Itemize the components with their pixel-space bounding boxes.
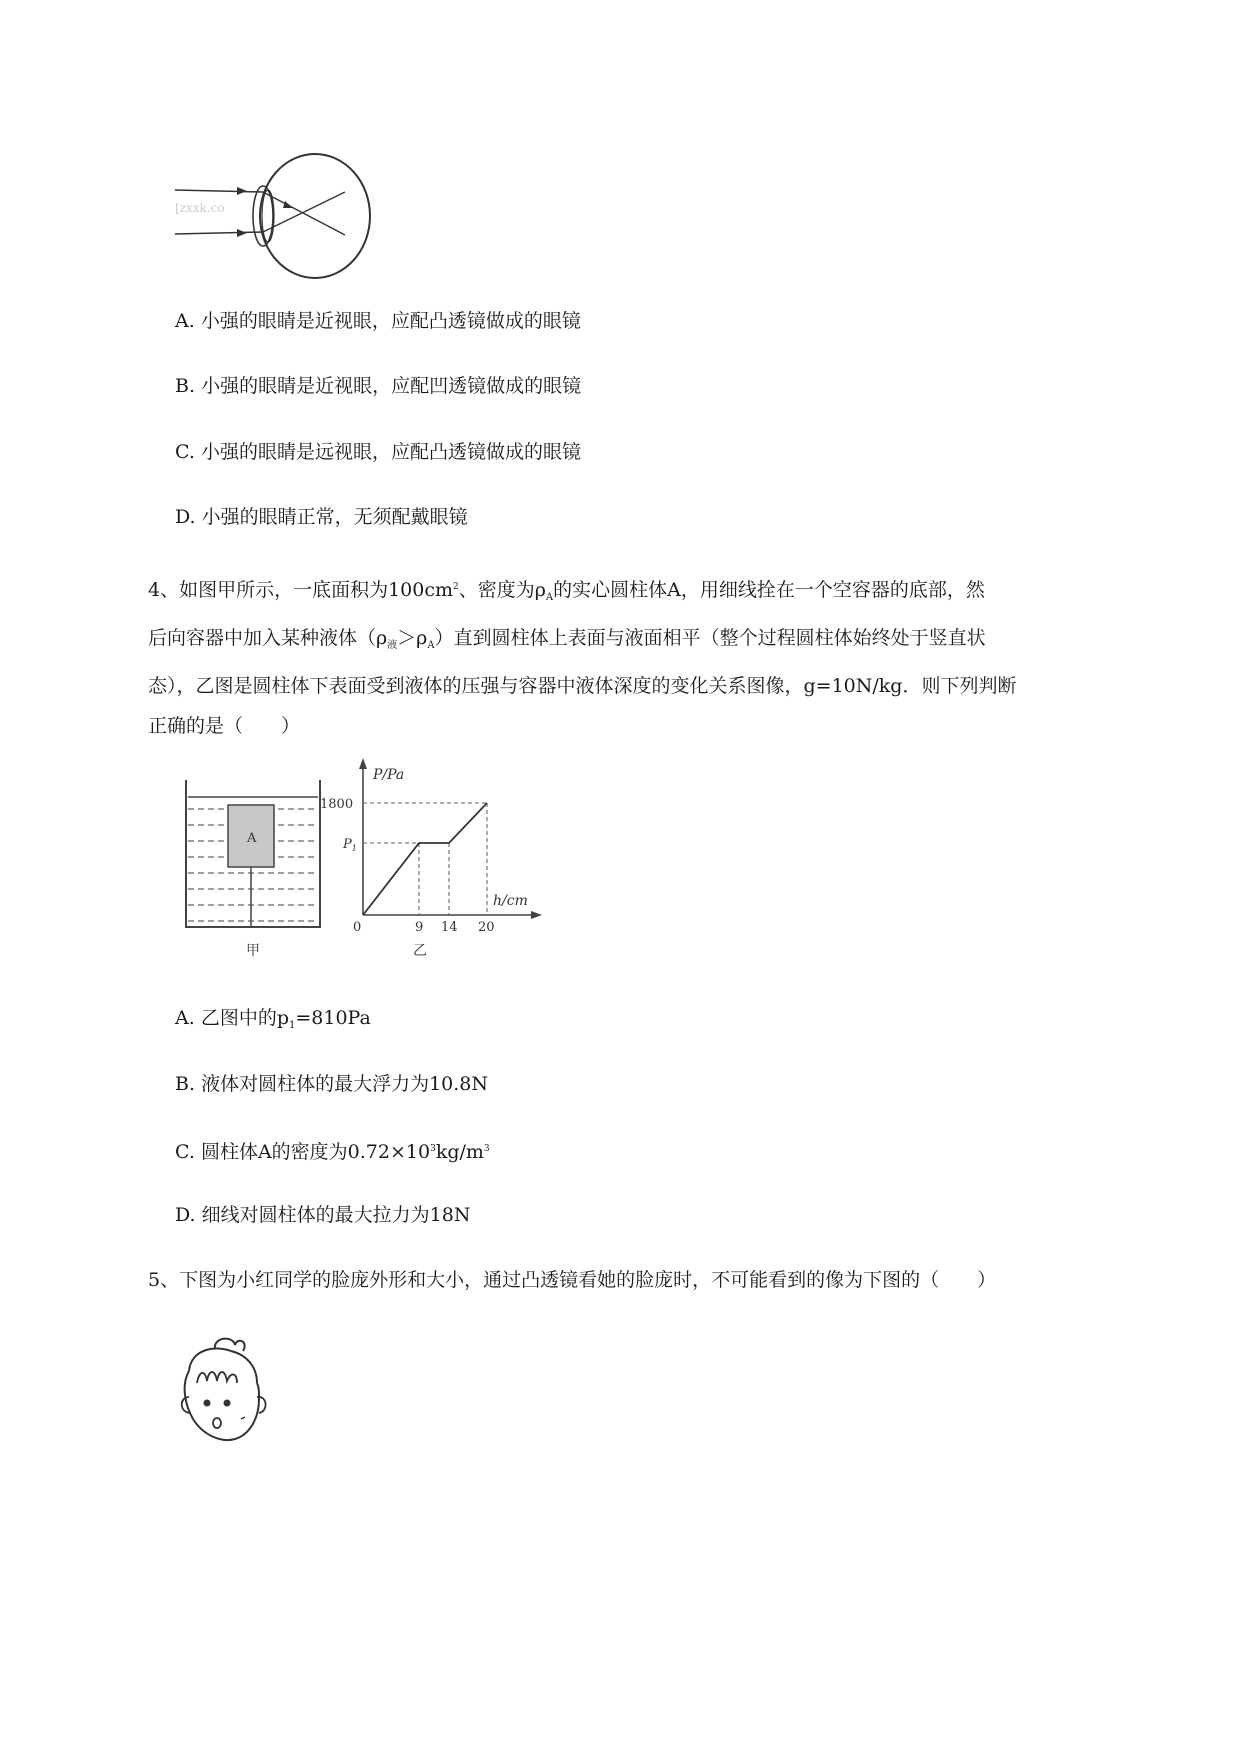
figure-yi — [315, 755, 545, 960]
light-ray-top — [175, 190, 263, 192]
mouth — [213, 1418, 221, 1428]
q5-stem: 5、下图为小红同学的脸庞外形和大小，通过凸透镜看她的脸庞时，不可能看到的像为下图的（ ） — [148, 1269, 997, 1291]
ray-arrow-bottom — [237, 229, 247, 237]
bangs — [197, 1372, 237, 1383]
figure-yi-caption: 乙 — [413, 943, 427, 959]
left-eye — [204, 1400, 211, 1407]
q4-option-b: B. 液体对圆柱体的最大浮力为10.8N — [175, 1073, 488, 1095]
face-illustration — [175, 1335, 275, 1450]
q4-option-a: A. 乙图中的$p_1=810Pa$ — [175, 1007, 371, 1031]
y-axis-label: P/Pa — [373, 767, 405, 783]
q3-option-b: B. 小强的眼睛是近视眼，应配凹透镜做成的眼镜 — [175, 375, 582, 397]
q3-option-d: D. 小强的眼睛正常，无须配戴眼镜 — [175, 506, 468, 528]
x-tick-9: 9 — [415, 920, 424, 935]
y-tick-p1: $P_1$ — [343, 837, 357, 853]
cheek-mark — [241, 1417, 245, 1419]
x-tick-20: 20 — [478, 920, 495, 935]
eyeball — [260, 154, 370, 278]
pressure-curve — [363, 803, 487, 915]
light-ray-bottom — [175, 232, 263, 234]
cylinder-a-label: A — [247, 831, 257, 846]
right-eye — [224, 1400, 231, 1407]
guide-lines — [363, 803, 487, 915]
watermark: [zxxk.co — [175, 201, 225, 215]
q4-stem: 4、如图甲所示，一底面积为$100cm^2$、密度为$\rho_A$的实心圆柱体A，用细线拴在一个空容器的底部，然 后向容器中加入某种液体$(\rho_液>\rho_A)$直到圆柱体上表面与液面相平（整个过程圆柱体始终处于竖直状 态），乙图是圆柱体下表面受到液体的压强与容器中液体深度的变化关系图像，g=10N/kg．则下列判断 正确的是（ ） — [148, 579, 1017, 737]
q4-option-c: C. 圆柱体A的密度为$0.72\times 10^3kg/m^3$ — [175, 1141, 490, 1163]
figure-jia-caption: 甲 — [246, 943, 260, 959]
ray-arrow-mid-top — [283, 201, 293, 208]
x-tick-14: 14 — [441, 920, 458, 935]
y-axis-arrow — [359, 758, 367, 769]
eye-diagram — [175, 150, 375, 280]
q3-option-a: A. 小强的眼睛是近视眼，应配凸透镜做成的眼镜 — [175, 310, 581, 332]
x-axis-arrow — [531, 911, 542, 919]
q3-option-c: C. 小强的眼睛是远视眼，应配凸透镜做成的眼镜 — [175, 441, 581, 463]
ray-arrow-top — [237, 187, 247, 195]
q4-option-d: D. 细线对圆柱体的最大拉力为18N — [175, 1204, 471, 1226]
hair-top — [189, 1348, 257, 1383]
x-axis-label: h/cm — [493, 893, 528, 909]
y-tick-1800: 1800 — [320, 797, 354, 812]
face-outline — [185, 1371, 259, 1440]
x-tick-0: 0 — [353, 920, 362, 935]
figure-jia — [183, 775, 323, 960]
